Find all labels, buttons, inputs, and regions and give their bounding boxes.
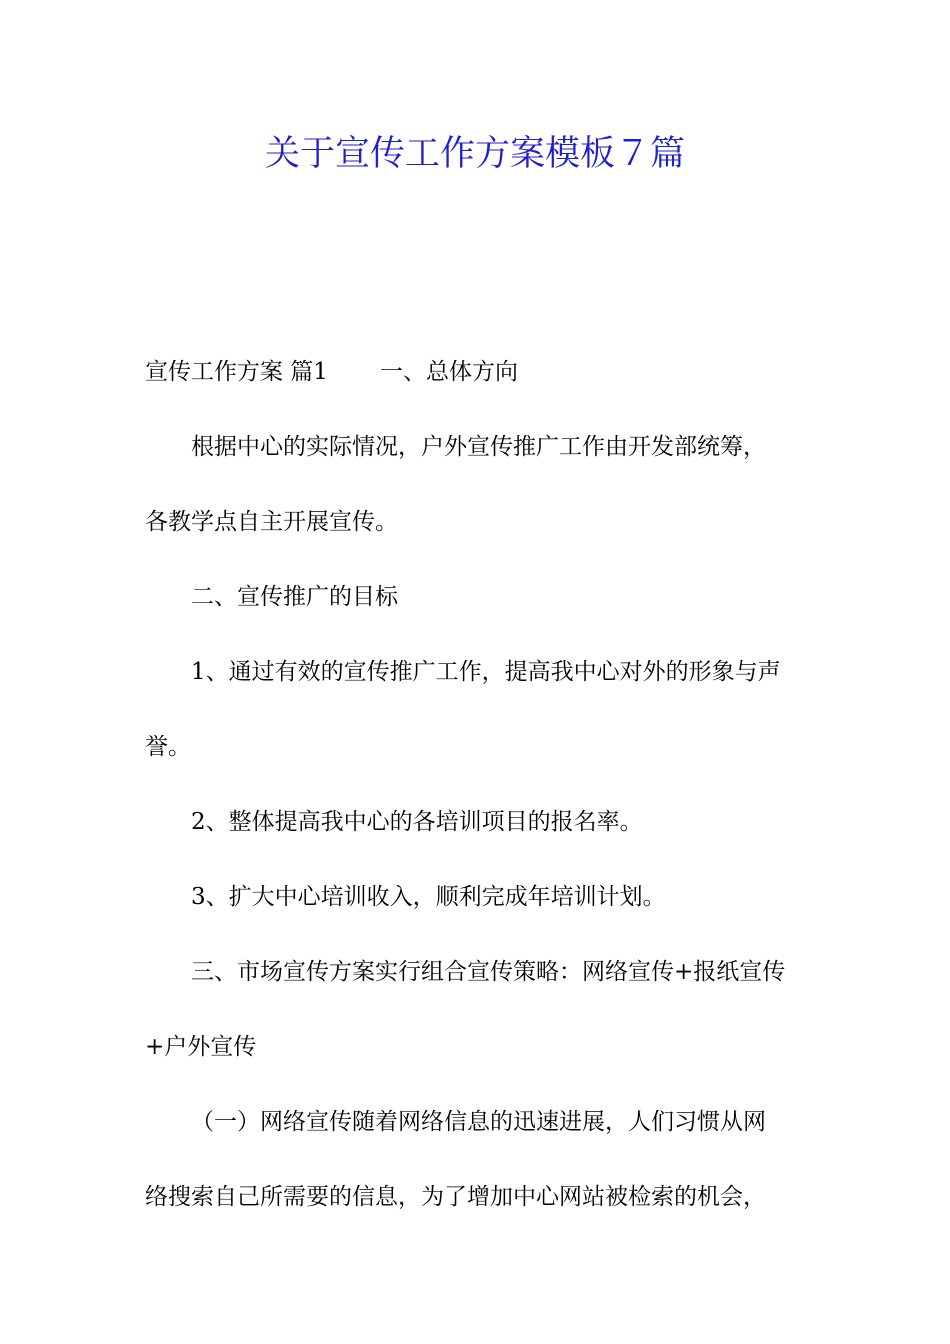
paragraph-line: 根据中心的实际情况，户外宣传推广工作由开发部统筹， <box>191 434 766 460</box>
subsection-heading: 一、总体方向 <box>379 359 518 385</box>
heading-line <box>145 335 810 410</box>
paragraph-line: +户外宣传 <box>145 1034 257 1060</box>
section-heading: 宣传工作方案 篇1 <box>145 359 328 385</box>
paragraph-line: 誉。 <box>145 734 191 760</box>
paragraph-line: 络搜索自己所需要的信息，为了增加中心网站被检索的机会， <box>145 1184 766 1210</box>
paragraph-line: 1、通过有效的宣传推广工作，提高我中心对外的形象与声 <box>191 659 781 685</box>
paragraph-line: （一）网络宣传随着网络信息的迅速进展，人们习惯从网 <box>191 1109 766 1135</box>
paragraph-line: 3、扩大中心培训收入，顺利完成年培训计划。 <box>191 884 666 910</box>
paragraph-line: 各教学点自主开展宣传。 <box>145 509 398 535</box>
subheading-line: 二、宣传推广的目标 <box>191 584 398 610</box>
paragraph-line: 2、整体提高我中心的各培训项目的报名率。 <box>191 809 643 835</box>
subheading-line: 三、市场宣传方案实行组合宣传策略：网络宣传+报纸宣传 <box>191 959 786 985</box>
document-title: 关于宣传工作方案模板７篇 <box>264 134 685 174</box>
document-body <box>145 335 810 1235</box>
